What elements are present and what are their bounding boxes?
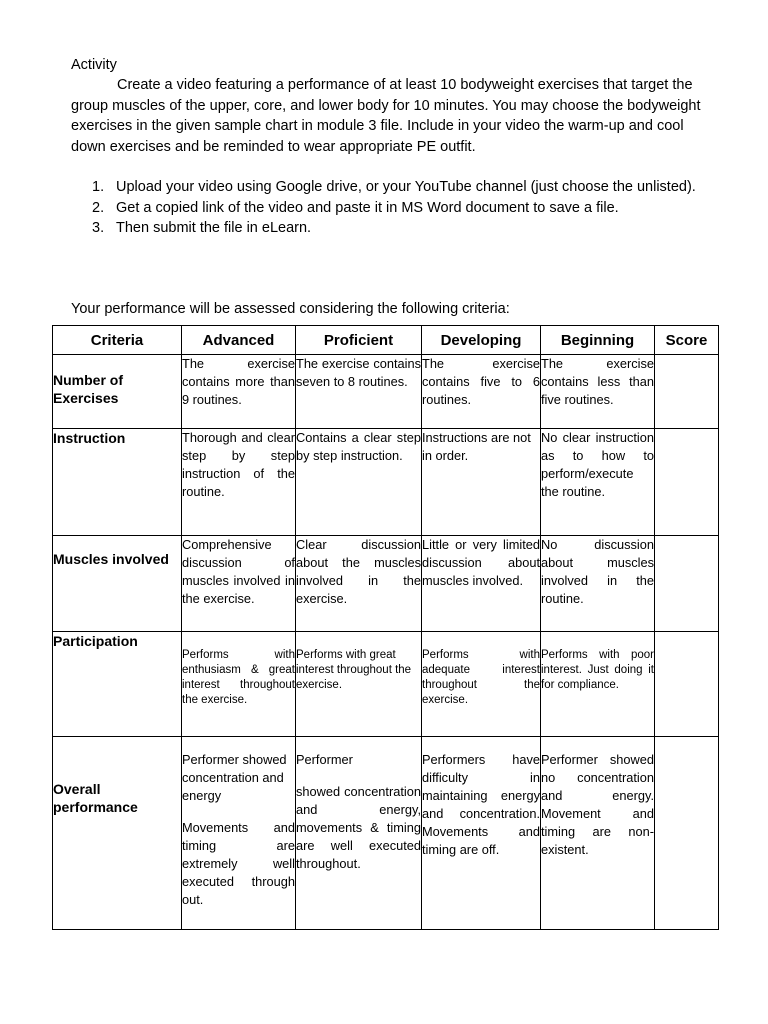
cell-text: The exercise contains five to 6 routines.	[422, 356, 540, 407]
submission-steps	[71, 177, 701, 239]
criterion-label: Muscles involved	[53, 536, 182, 632]
cell-text: Contains a clear step by step instruction.	[296, 430, 421, 463]
cell-text: Comprehensive discussion of muscles involved in the exercise.	[182, 537, 295, 606]
criterion-label: Overall performance	[53, 737, 182, 930]
proficient-cell	[296, 536, 422, 632]
cell-text: Performs with poor interest. Just doing it for compliance.	[541, 649, 654, 691]
step-item	[71, 198, 701, 219]
table-row	[53, 355, 719, 429]
proficient-cell	[296, 429, 422, 536]
beginning-cell	[541, 632, 655, 737]
cell-text: The exercise contains less than five routines.	[541, 356, 654, 407]
step-number: 1.	[92, 179, 105, 195]
score-cell[interactable]	[655, 536, 719, 632]
activity-instructions	[71, 75, 701, 157]
developing-cell	[422, 355, 541, 429]
beginning-cell	[541, 429, 655, 536]
criterion-label: Number of Exercises	[53, 355, 182, 429]
proficient-cell	[296, 737, 422, 930]
rubric-header-row	[53, 326, 719, 355]
table-row	[53, 632, 719, 737]
developing-cell	[422, 737, 541, 930]
criteria-intro: Your performance will be assessed considering the following criteria:	[71, 301, 510, 317]
advanced-cell	[182, 429, 296, 536]
step-text: Upload your video using Google drive, or your YouTube channel (just choose the unlisted).	[116, 179, 696, 195]
rubric-table	[52, 325, 719, 930]
cell-text: Clear discussion about the muscles involved in the exercise.	[296, 537, 421, 606]
table-row	[53, 536, 719, 632]
score-cell[interactable]	[655, 355, 719, 429]
table-row	[53, 429, 719, 536]
header-beginning: Beginning	[541, 326, 655, 355]
cell-text: The exercise contains seven to 8 routines.	[296, 356, 421, 389]
cell-text: The exercise contains more than 9 routines.	[182, 356, 295, 407]
cell-text: No clear instruction as to how to perform/execute the routine.	[541, 430, 654, 499]
cell-text: Performers have difficulty in maintaining energy and concentration. Movements and timing are off.	[422, 752, 540, 857]
proficient-cell	[296, 355, 422, 429]
cell-text: Instructions are not in order.	[422, 430, 531, 463]
advanced-cell	[182, 536, 296, 632]
cell-text: Performs with enthusiasm & great interest throughout the exercise.	[182, 649, 295, 706]
step-item	[71, 177, 701, 198]
criterion-label: Participation	[53, 632, 182, 737]
developing-cell	[422, 429, 541, 536]
header-criteria: Criteria	[53, 326, 182, 355]
cell-text: Performer showed no concentration and energy. Movement and timing are non-existent.	[541, 752, 654, 857]
criterion-label: Instruction	[53, 429, 182, 536]
activity-intro-text: Create a video featuring a performance of at least 10 bodyweight exercises that target the group muscles of the upper, core, and lower body for 10 minutes. You may choose the bodyweight exercises in the given sample chart in module 3 file. Include in your video the warm-up and cool down exercises and be reminded to wear appropriate PE outfit.	[71, 77, 701, 155]
header-proficient: Proficient	[296, 326, 422, 355]
cell-text: showed concentration and energy, movements & timing are well executed throughout.	[296, 784, 421, 871]
developing-cell	[422, 536, 541, 632]
proficient-cell	[296, 632, 422, 737]
advanced-cell	[182, 632, 296, 737]
cell-text: Performs with adequate interest throughout the exercise.	[422, 649, 540, 706]
cell-text: Thorough and clear step by step instruction of the routine.	[182, 430, 295, 499]
activity-heading: Activity	[71, 57, 117, 73]
header-score: Score	[655, 326, 719, 355]
score-cell[interactable]	[655, 429, 719, 536]
beginning-cell	[541, 737, 655, 930]
score-cell[interactable]	[655, 632, 719, 737]
cell-text: Movements and timing are extremely well executed through out.	[182, 820, 295, 907]
cell-text: Little or very limited discussion about muscles involved.	[422, 537, 540, 588]
advanced-cell	[182, 737, 296, 930]
beginning-cell	[541, 536, 655, 632]
header-advanced: Advanced	[182, 326, 296, 355]
score-cell[interactable]	[655, 737, 719, 930]
developing-cell	[422, 632, 541, 737]
cell-text: Performer	[296, 752, 353, 767]
step-item	[71, 218, 701, 239]
advanced-cell	[182, 355, 296, 429]
table-row	[53, 737, 719, 930]
step-number: 3.	[92, 220, 105, 236]
cell-text: Performs with great interest throughout the exercise.	[296, 649, 412, 691]
step-number: 2.	[92, 199, 105, 216]
cell-text: Performer showed concentration and energy	[182, 752, 287, 803]
beginning-cell	[541, 355, 655, 429]
step-text: Get a copied link of the video and paste it in MS Word document to save a file.	[116, 199, 619, 216]
header-developing: Developing	[422, 326, 541, 355]
cell-text: No discussion about muscles involved in the routine.	[541, 537, 654, 606]
step-text: Then submit the file in eLearn.	[116, 220, 312, 236]
